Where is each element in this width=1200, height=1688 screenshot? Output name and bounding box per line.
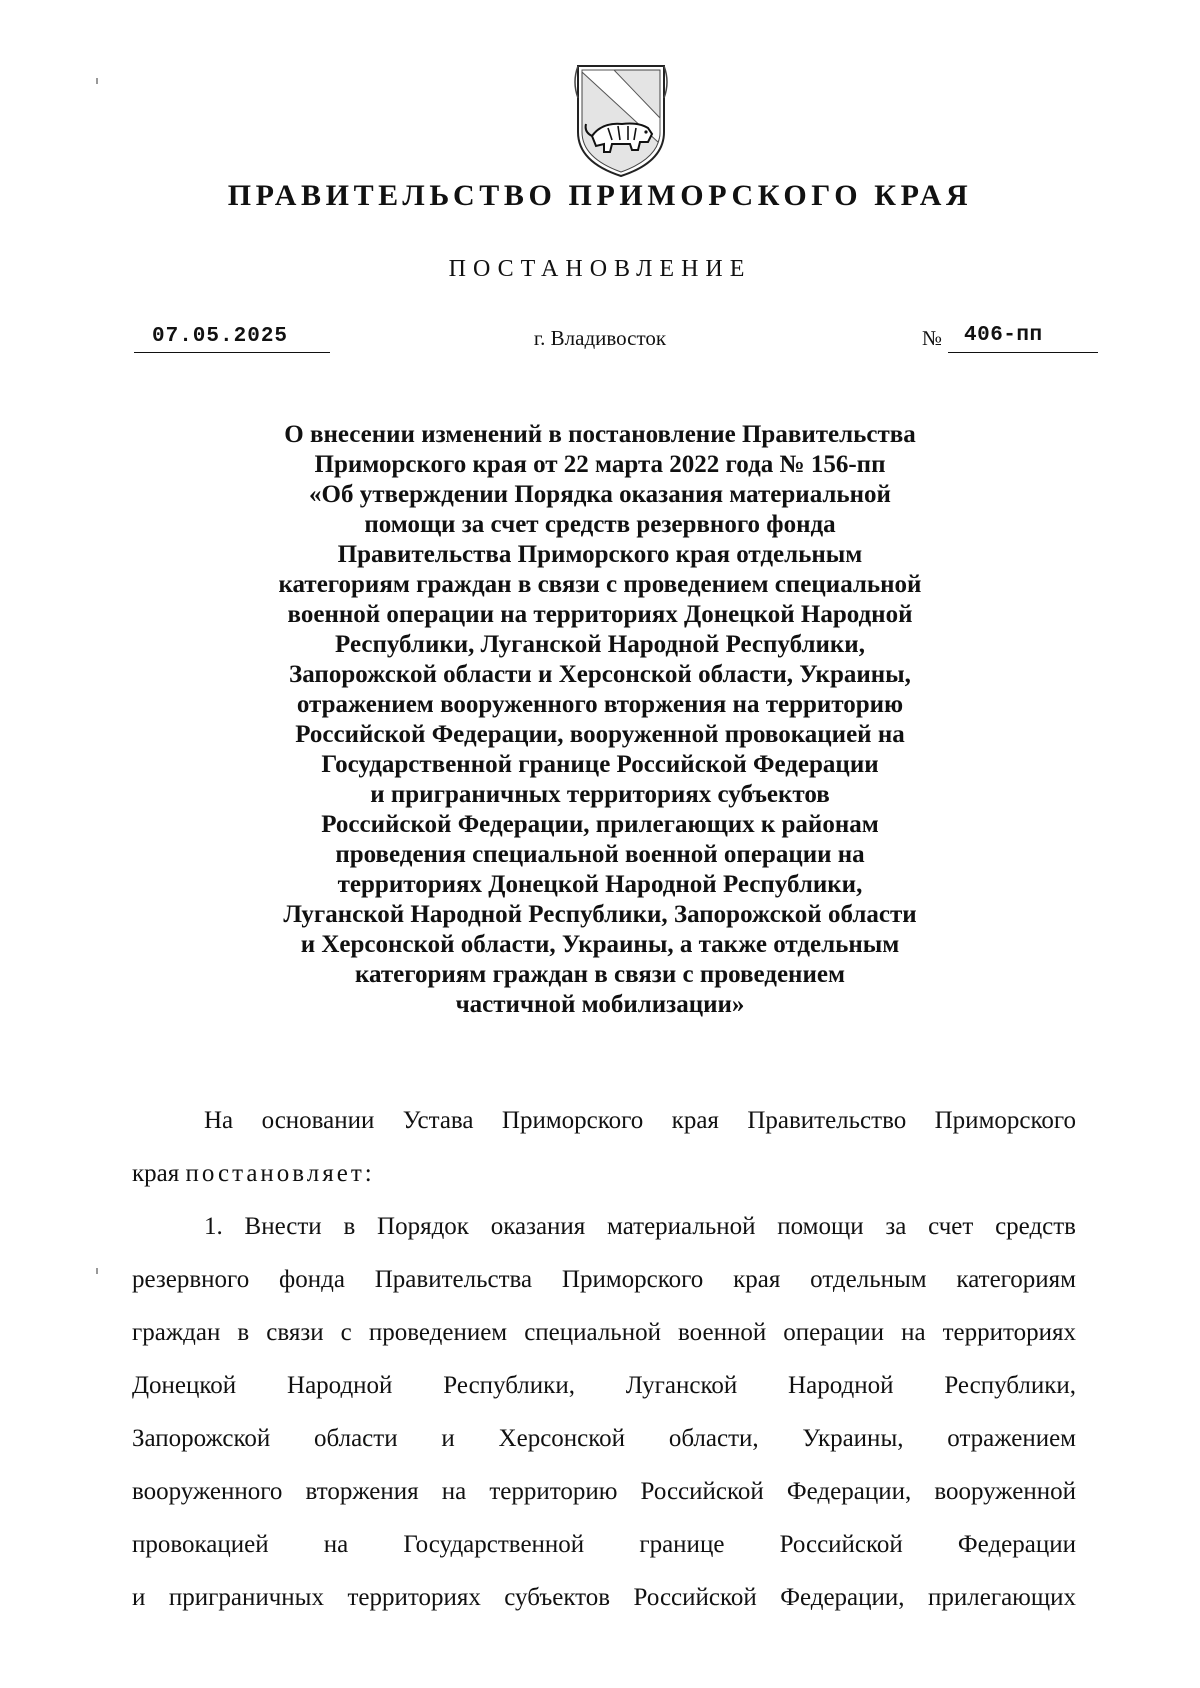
preamble-line: На основании Устава Приморского края Правительство Приморского bbox=[204, 1107, 1076, 1134]
heading-line: Правительства Приморского края отдельным bbox=[337, 541, 863, 568]
document-city: г. Владивосток bbox=[533, 326, 667, 350]
item-line: резервного фонда Правительства Приморского края отдельным категориям bbox=[132, 1266, 1076, 1293]
number-sign: № bbox=[922, 326, 943, 350]
heading-line: Российской Федерации, прилегающих к районам bbox=[321, 811, 879, 838]
heading-line: Приморского края от 22 марта 2022 года № 156-пп bbox=[314, 451, 886, 478]
document-number-field bbox=[922, 322, 1098, 352]
heading-line: Луганской Народной Республики, Запорожской области bbox=[283, 901, 917, 928]
preamble-line bbox=[132, 1147, 1076, 1200]
heading-line: категориям граждан в связи с проведением bbox=[354, 961, 845, 988]
decree-verb: постановляет: bbox=[185, 1160, 375, 1187]
heading-line: Запорожской области и Херсонской области, Украины, bbox=[289, 661, 911, 688]
heading-line: Республики, Луганской Народной Республики, bbox=[335, 631, 865, 658]
heading-line: проведения специальной военной операции на bbox=[335, 841, 865, 868]
heading-line: военной операции на территориях Донецкой Народной bbox=[287, 601, 913, 628]
coat-of-arms-tiger-icon bbox=[568, 62, 674, 180]
document-body bbox=[132, 1094, 1076, 1624]
document-type: ПОСТАНОВЛЕНИЕ bbox=[448, 256, 752, 282]
heading-line: категориям граждан в связи с проведением специальной bbox=[278, 571, 922, 598]
item-line: 1. Внести в Порядок оказания материальной помощи за счет средств bbox=[204, 1213, 1076, 1240]
document-heading bbox=[140, 420, 1060, 1020]
heading-line: «Об утверждении Порядка оказания материальной bbox=[309, 481, 891, 508]
scan-artifact bbox=[96, 78, 98, 84]
heading-line: Российской Федерации, вооруженной провокацией на bbox=[295, 721, 905, 748]
document-number: 406-пп bbox=[964, 324, 1043, 347]
item-line: и приграничных территориях субъектов Российской Федерации, прилегающих bbox=[132, 1584, 1076, 1611]
heading-line: Государственной границе Российской Федерации bbox=[321, 751, 879, 778]
number-underline bbox=[948, 352, 1098, 353]
heading-line: помощи за счет средств резервного фонда bbox=[364, 511, 836, 538]
heading-line: отражением вооруженного вторжения на территорию bbox=[296, 691, 904, 718]
item-line: Донецкой Народной Республики, Луганской Народной Республики, bbox=[132, 1372, 1076, 1399]
heading-line: и Херсонской области, Украины, а также отдельным bbox=[300, 931, 900, 958]
heading-line: и приграничных территориях субъектов bbox=[370, 781, 830, 808]
organization-title: ПРАВИТЕЛЬСТВО ПРИМОРСКОГО КРАЯ bbox=[227, 179, 973, 212]
item-line: вооруженного вторжения на территорию Российской Федерации, вооруженной bbox=[132, 1478, 1076, 1505]
document-date: 07.05.2025 bbox=[152, 325, 289, 348]
item-line: граждан в связи с проведением специальной военной операции на территориях bbox=[132, 1319, 1076, 1346]
heading-line: территориях Донецкой Народной Республики, bbox=[337, 871, 863, 898]
item-line: Запорожской области и Херсонской области, Украины, отражением bbox=[132, 1425, 1076, 1452]
heading-line: О внесении изменений в постановление Правительства bbox=[284, 421, 916, 448]
heading-line: частичной мобилизации» bbox=[455, 991, 745, 1018]
scan-artifact bbox=[96, 1268, 98, 1274]
preamble-prefix: края bbox=[132, 1160, 186, 1187]
item-line: провокацией на Государственной границе Российской Федерации bbox=[132, 1531, 1076, 1558]
